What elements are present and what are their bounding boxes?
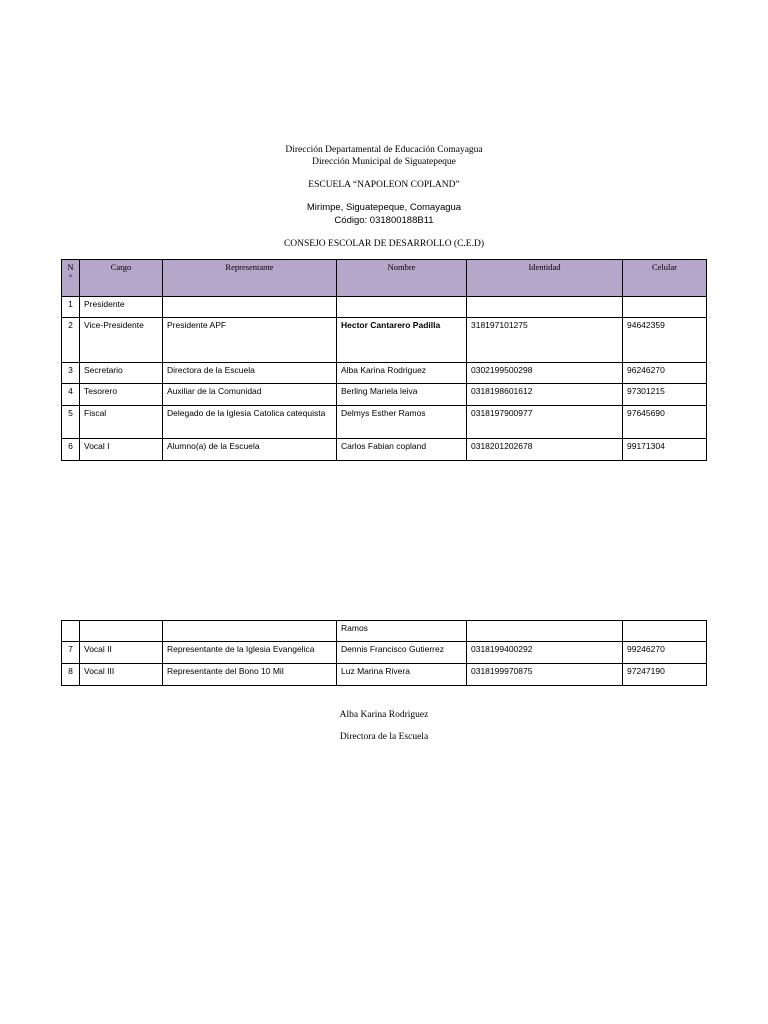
row-representante: Delegado de la Iglesia Catolica catequista [163, 406, 337, 439]
table-row [62, 642, 707, 664]
row-identidad: 0318197900977 [467, 406, 623, 439]
row-nombre: Dennis Francisco Gutierrez [337, 642, 467, 664]
row-cargo: Vice-Presidente [80, 318, 163, 363]
header-cell-celular: Celular [623, 260, 707, 297]
row-cargo: Tesorero [80, 384, 163, 406]
row-identidad [467, 621, 623, 642]
row-identidad [467, 297, 623, 318]
row-number: 1 [62, 297, 80, 318]
row-nombre: Delmys Esther Ramos [337, 406, 467, 439]
row-number: 8 [62, 664, 80, 686]
row-representante: Directora de la Escuela [163, 363, 337, 384]
header-cell-identidad: Identidad [467, 260, 623, 297]
row-nombre: Luz Marina Rivera [337, 664, 467, 686]
row-identidad: 318197101275 [467, 318, 623, 363]
row-representante: Alumno(a) de la Escuela [163, 439, 337, 461]
row-cargo: Vocal III [80, 664, 163, 686]
header-line-municipal: Dirección Municipal de Siguatepeque [312, 157, 456, 167]
row-celular: 97247190 [623, 664, 707, 686]
row-identidad: 0318198601612 [467, 384, 623, 406]
row-number: 7 [62, 642, 80, 664]
row-cargo: Secretario [80, 363, 163, 384]
row-cargo: Presidente [80, 297, 163, 318]
council-table [61, 259, 707, 461]
council-title: CONSEJO ESCOLAR DE DESARROLLO (C.E.D) [283, 239, 485, 249]
row-number: 3 [62, 363, 80, 384]
table-row [62, 318, 707, 363]
row-nombre: Alba Karina Rodriguez [337, 363, 467, 384]
row-nombre: Berling Mariela leiva [337, 384, 467, 406]
row-representante: Representante de la Iglesia Evangelica [163, 642, 337, 664]
row-cargo: Vocal I [80, 439, 163, 461]
row-identidad: 0318199970875 [467, 664, 623, 686]
table-header-row [62, 260, 707, 297]
row-number: 6 [62, 439, 80, 461]
row-celular: 94642359 [623, 318, 707, 363]
council-table-continued [61, 620, 707, 686]
row-celular [623, 297, 707, 318]
row-number: 4 [62, 384, 80, 406]
table-row [62, 439, 707, 461]
row-nombre: Hector Cantarero Padilla [337, 318, 467, 363]
row-celular [623, 621, 707, 642]
row-number: 2 [62, 318, 80, 363]
table-row [62, 297, 707, 318]
row-representante: Representante del Bono 10 Mil [163, 664, 337, 686]
school-address: Mirimpe, Siguatepeque, Comayagua [306, 202, 462, 213]
school-code: Código: 031800188B11 [334, 215, 434, 226]
row-identidad: 0318199400292 [467, 642, 623, 664]
row-celular: 99171304 [623, 439, 707, 461]
header-cell-representante: Representante [163, 260, 337, 297]
row-celular: 99246270 [623, 642, 707, 664]
row-number: 5 [62, 406, 80, 439]
row-number [62, 621, 80, 642]
row-celular: 97301215 [623, 384, 707, 406]
header-cell-nombre: Nombre [337, 260, 467, 297]
header-line-departamental: Dirección Departamental de Educación Comayagua [285, 145, 483, 155]
table-row [62, 363, 707, 384]
row-representante [163, 621, 337, 642]
table-row [62, 621, 707, 642]
row-nombre: Ramos [337, 621, 467, 642]
row-cargo: Vocal II [80, 642, 163, 664]
row-celular: 96246270 [623, 363, 707, 384]
row-representante [163, 297, 337, 318]
row-representante: Presidente APF [163, 318, 337, 363]
table-row [62, 664, 707, 686]
row-representante: Auxiliar de la Comunidad [163, 384, 337, 406]
signature-title: Directora de la Escuela [339, 732, 429, 742]
row-celular: 97645690 [623, 406, 707, 439]
table-row [62, 406, 707, 439]
row-cargo [80, 621, 163, 642]
row-nombre: Carlos Fabian copland [337, 439, 467, 461]
row-nombre [337, 297, 467, 318]
table-row [62, 384, 707, 406]
signature-name: Alba Karina Rodriguez [339, 710, 429, 720]
header-cell-numero: N ° [62, 260, 80, 297]
row-identidad: 0302199500298 [467, 363, 623, 384]
row-identidad: 0318201202678 [467, 439, 623, 461]
header-cell-cargo: Cargo [80, 260, 163, 297]
row-cargo: Fiscal [80, 406, 163, 439]
school-name: ESCUELA “NAPOLEON COPLAND” [308, 180, 460, 190]
